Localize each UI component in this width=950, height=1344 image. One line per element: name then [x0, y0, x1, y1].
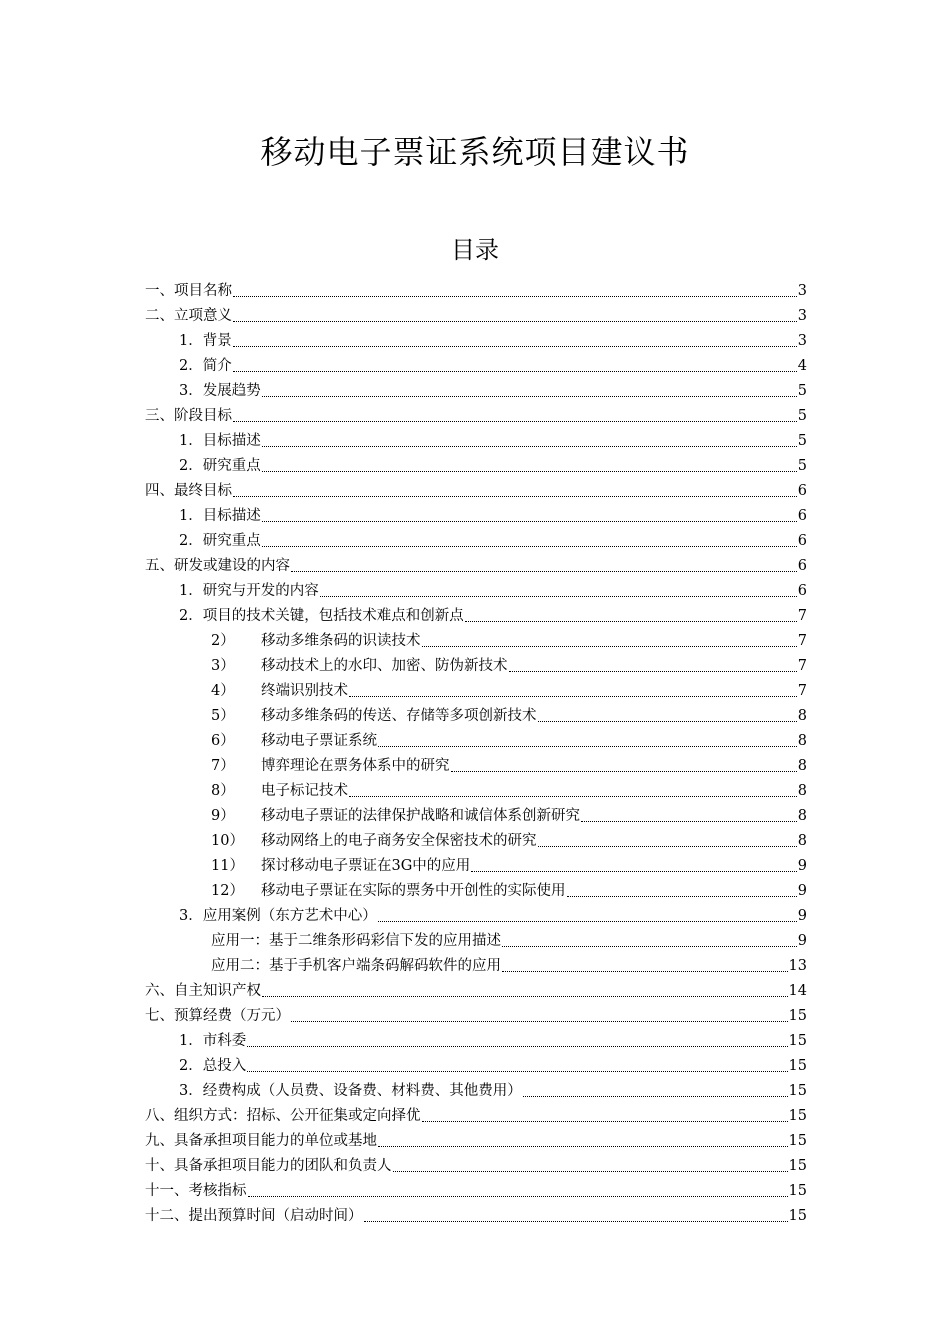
toc-entry[interactable]	[145, 1026, 807, 1051]
toc-entry-text: 九、具备承担项目能力的单位或基地	[145, 1133, 377, 1149]
toc-entry-label	[179, 506, 261, 526]
toc-entry-page-number: 5	[797, 458, 807, 474]
toc-entry-text: 移动电子票证的法律保护战略和诚信体系创新研究	[261, 808, 580, 824]
toc-entry-label	[211, 931, 501, 951]
toc-entry[interactable]	[145, 951, 807, 976]
toc-dot-leader	[233, 496, 797, 497]
toc-entry[interactable]	[145, 876, 807, 901]
toc-entry[interactable]	[145, 1151, 807, 1176]
toc-entry-text: 十、具备承担项目能力的团队和负责人	[145, 1158, 392, 1174]
toc-entry-text: 移动多维条码的传送、存储等多项创新技术	[261, 708, 537, 724]
toc-entry-number: 5）	[211, 708, 235, 724]
toc-entry-number: 4）	[211, 683, 235, 699]
toc-entry-number: 8）	[211, 783, 235, 799]
toc-entry-page-number: 5	[797, 383, 807, 399]
toc-entry-page-number: 7	[797, 683, 807, 699]
toc-entry-page-number: 15	[788, 1183, 807, 1199]
toc-entry-label	[211, 631, 421, 651]
toc-entry[interactable]	[145, 1176, 807, 1201]
toc-entry-label	[179, 906, 377, 926]
toc-dot-leader	[509, 671, 797, 672]
toc-entry-text: 1．研究与开发的内容	[179, 583, 319, 599]
toc-entry-label	[145, 1156, 392, 1176]
toc-dot-leader	[262, 996, 788, 997]
toc-entry[interactable]	[145, 301, 807, 326]
toc-entry-text: 八、组织方式：招标、公开征集或定向择优	[145, 1108, 421, 1124]
toc-entry-text: 1．目标描述	[179, 433, 261, 449]
toc-entry-label	[179, 381, 261, 401]
toc-dot-leader	[364, 1221, 788, 1222]
toc-entry-label	[211, 756, 450, 776]
toc-dot-leader	[422, 1121, 788, 1122]
toc-entry-number: 2）	[211, 633, 235, 649]
toc-entry[interactable]	[145, 451, 807, 476]
toc-entry-text: 应用一：基于二维条形码彩信下发的应用描述	[211, 933, 501, 949]
toc-entry-number: 9）	[211, 808, 235, 824]
toc-dot-leader	[233, 371, 797, 372]
toc-dot-leader	[451, 771, 797, 772]
toc-entry-text: 3．经费构成（人员费、设备费、材料费、其他费用）	[179, 1083, 522, 1099]
toc-dot-leader	[422, 646, 797, 647]
toc-entry-page-number: 6	[797, 508, 807, 524]
toc-entry-label	[145, 1206, 363, 1226]
toc-entry[interactable]	[145, 376, 807, 401]
toc-entry[interactable]	[145, 726, 807, 751]
toc-entry[interactable]	[145, 576, 807, 601]
toc-entry[interactable]	[145, 276, 807, 301]
toc-entry-page-number: 3	[797, 283, 807, 299]
document-title: 移动电子票证系统项目建议书	[260, 133, 690, 171]
toc-entry[interactable]	[145, 976, 807, 1001]
toc-entry-text: 移动网络上的电子商务安全保密技术的研究	[261, 833, 537, 849]
toc-entry[interactable]	[145, 1201, 807, 1226]
toc-entry-label	[211, 681, 348, 701]
toc-entry-page-number: 6	[797, 533, 807, 549]
toc-entry-page-number: 15	[788, 1058, 807, 1074]
toc-entry-page-number: 7	[797, 658, 807, 674]
toc-entry-label	[211, 881, 566, 901]
toc-entry[interactable]	[145, 551, 807, 576]
toc-entry-number: 11）	[211, 858, 244, 874]
toc-entry-text: 1．目标描述	[179, 508, 261, 524]
toc-entry[interactable]	[145, 851, 807, 876]
toc-entry-label	[211, 856, 470, 876]
toc-dot-leader	[233, 296, 797, 297]
toc-entry[interactable]	[145, 1101, 807, 1126]
toc-entry-text: 终端识别技术	[261, 683, 348, 699]
toc-dot-leader	[233, 346, 797, 347]
toc-entry[interactable]	[145, 351, 807, 376]
toc-entry-label	[179, 431, 261, 451]
toc-entry-text: 移动电子票证系统	[261, 733, 377, 749]
toc-entry-page-number: 8	[797, 758, 807, 774]
toc-entry[interactable]	[145, 1076, 807, 1101]
toc-entry-label	[179, 331, 232, 351]
toc-dot-leader	[349, 796, 797, 797]
toc-entry-label	[211, 956, 501, 976]
toc-entry-label	[145, 556, 290, 576]
toc-entry-label	[145, 981, 261, 1001]
toc-entry-number: 10）	[211, 833, 244, 849]
toc-entry-number: 12）	[211, 883, 244, 899]
toc-entry-label	[179, 581, 319, 601]
toc-dot-leader	[248, 1196, 788, 1197]
toc-entry-text: 四、最终目标	[145, 483, 232, 499]
toc-entry-page-number: 3	[797, 308, 807, 324]
toc-entry-label	[211, 806, 580, 826]
toc-entry-page-number: 7	[797, 608, 807, 624]
toc-entry-label	[211, 831, 537, 851]
toc-dot-leader	[291, 571, 797, 572]
toc-dot-leader	[538, 721, 797, 722]
toc-entry[interactable]	[145, 676, 807, 701]
toc-entry[interactable]	[145, 776, 807, 801]
table-of-contents	[145, 276, 807, 1226]
toc-dot-leader	[233, 421, 797, 422]
toc-entry-label	[179, 456, 261, 476]
toc-entry-page-number: 5	[797, 433, 807, 449]
toc-entry-page-number: 13	[788, 958, 807, 974]
toc-entry-text: 博弈理论在票务体系中的研究	[261, 758, 450, 774]
toc-entry-page-number: 3	[797, 333, 807, 349]
toc-entry-text: 3．发展趋势	[179, 383, 261, 399]
toc-entry[interactable]	[145, 401, 807, 426]
toc-entry-label	[211, 781, 348, 801]
toc-entry-text: 三、阶段目标	[145, 408, 232, 424]
toc-dot-leader	[538, 846, 797, 847]
toc-entry-page-number: 15	[788, 1133, 807, 1149]
toc-entry-number: 7）	[211, 758, 235, 774]
toc-dot-leader	[247, 1046, 787, 1047]
toc-entry-label	[179, 1031, 246, 1051]
toc-entry-text: 2．总投入	[179, 1058, 247, 1074]
toc-entry-page-number: 9	[797, 908, 807, 924]
toc-entry-page-number: 9	[797, 933, 807, 949]
toc-entry-text: 1．背景	[179, 333, 232, 349]
toc-dot-leader	[502, 946, 797, 947]
toc-entry-text: 移动多维条码的识读技术	[261, 633, 421, 649]
toc-entry-text: 十二、提出预算时间（启动时间）	[145, 1208, 363, 1224]
toc-entry-page-number: 6	[797, 558, 807, 574]
toc-entry-page-number: 15	[788, 1083, 807, 1099]
toc-entry[interactable]	[145, 751, 807, 776]
toc-entry-label	[145, 406, 232, 426]
toc-entry-label	[145, 281, 232, 301]
toc-entry-label	[179, 1056, 246, 1076]
toc-dot-leader	[567, 896, 797, 897]
toc-dot-leader	[378, 921, 797, 922]
toc-entry-page-number: 15	[788, 1208, 807, 1224]
toc-entry-page-number: 7	[797, 633, 807, 649]
toc-entry-text: 一、项目名称	[145, 283, 232, 299]
toc-entry[interactable]	[145, 426, 807, 451]
toc-entry[interactable]	[145, 1051, 807, 1076]
toc-dot-leader	[291, 1021, 788, 1022]
toc-entry-text: 十一、考核指标	[145, 1183, 247, 1199]
toc-entry-page-number: 9	[797, 858, 807, 874]
toc-dot-leader	[262, 446, 797, 447]
toc-entry-text: 二、立项意义	[145, 308, 232, 324]
toc-entry-label	[179, 1081, 522, 1101]
toc-entry-page-number: 15	[788, 1033, 807, 1049]
toc-entry[interactable]	[145, 926, 807, 951]
toc-entry[interactable]	[145, 651, 807, 676]
toc-entry[interactable]	[145, 826, 807, 851]
toc-entry-page-number: 8	[797, 808, 807, 824]
toc-entry-text: 3．应用案例（东方艺术中心）	[179, 908, 377, 924]
toc-entry[interactable]	[145, 476, 807, 501]
toc-entry[interactable]	[145, 526, 807, 551]
toc-entry-label	[145, 1006, 290, 1026]
toc-entry-label	[179, 356, 232, 376]
toc-entry-label	[211, 731, 377, 751]
toc-entry[interactable]	[145, 501, 807, 526]
toc-entry-page-number: 15	[788, 1108, 807, 1124]
toc-entry-text: 电子标记技术	[261, 783, 348, 799]
toc-entry-page-number: 15	[788, 1008, 807, 1024]
toc-entry-text: 探讨移动电子票证在3G中的应用	[261, 858, 471, 874]
toc-entry-label	[145, 481, 232, 501]
toc-entry-page-number: 15	[788, 1158, 807, 1174]
toc-entry-text: 移动技术上的水印、加密、防伪新技术	[261, 658, 508, 674]
toc-entry-text: 移动电子票证在实际的票务中开创性的实际使用	[261, 883, 566, 899]
toc-entry-label	[145, 1106, 421, 1126]
toc-entry-page-number: 6	[797, 483, 807, 499]
toc-dot-leader	[465, 621, 797, 622]
toc-entry-page-number: 5	[797, 408, 807, 424]
toc-entry-number: 6）	[211, 733, 235, 749]
toc-dot-leader	[247, 1071, 787, 1072]
toc-entry-text: 五、研发或建设的内容	[145, 558, 290, 574]
toc-entry-page-number: 8	[797, 783, 807, 799]
toc-entry-text: 2．简介	[179, 358, 232, 374]
toc-dot-leader	[262, 471, 797, 472]
toc-dot-leader	[581, 821, 797, 822]
toc-entry-page-number: 9	[797, 883, 807, 899]
toc-dot-leader	[471, 871, 796, 872]
toc-dot-leader	[320, 596, 797, 597]
toc-dot-leader	[393, 1171, 788, 1172]
toc-entry-text: 应用二：基于手机客户端条码解码软件的应用	[211, 958, 501, 974]
toc-dot-leader	[378, 746, 797, 747]
toc-entry-label	[179, 606, 464, 626]
toc-entry[interactable]	[145, 601, 807, 626]
toc-entry-text: 1．市科委	[179, 1033, 247, 1049]
toc-entry[interactable]	[145, 1126, 807, 1151]
toc-entry-label	[211, 656, 508, 676]
toc-entry-page-number: 4	[797, 358, 807, 374]
toc-entry-label	[179, 531, 261, 551]
toc-entry-page-number: 8	[797, 833, 807, 849]
toc-dot-leader	[349, 696, 797, 697]
toc-entry-text: 七、预算经费（万元）	[145, 1008, 290, 1024]
toc-dot-leader	[502, 971, 788, 972]
toc-entry-page-number: 6	[797, 583, 807, 599]
toc-entry-text: 2．研究重点	[179, 533, 261, 549]
toc-entry-text: 2．研究重点	[179, 458, 261, 474]
toc-entry[interactable]	[145, 801, 807, 826]
toc-entry-label	[145, 1131, 377, 1151]
toc-entry[interactable]	[145, 326, 807, 351]
toc-entry-page-number: 8	[797, 708, 807, 724]
toc-entry-label	[211, 706, 537, 726]
toc-dot-leader	[233, 321, 797, 322]
toc-entry[interactable]	[145, 701, 807, 726]
toc-entry-label	[145, 1181, 247, 1201]
toc-entry-page-number: 8	[797, 733, 807, 749]
toc-entry-page-number: 14	[788, 983, 807, 999]
toc-heading: 目录	[451, 236, 499, 264]
toc-dot-leader	[262, 546, 797, 547]
toc-entry-number: 3）	[211, 658, 235, 674]
toc-dot-leader	[262, 396, 797, 397]
toc-entry-label	[145, 306, 232, 326]
toc-entry-text: 2．项目的技术关键，包括技术难点和创新点	[179, 608, 464, 624]
toc-entry[interactable]	[145, 901, 807, 926]
toc-entry[interactable]	[145, 1001, 807, 1026]
toc-entry-text: 六、自主知识产权	[145, 983, 261, 999]
toc-dot-leader	[378, 1146, 788, 1147]
toc-dot-leader	[262, 521, 797, 522]
toc-dot-leader	[523, 1096, 788, 1097]
toc-entry[interactable]	[145, 626, 807, 651]
